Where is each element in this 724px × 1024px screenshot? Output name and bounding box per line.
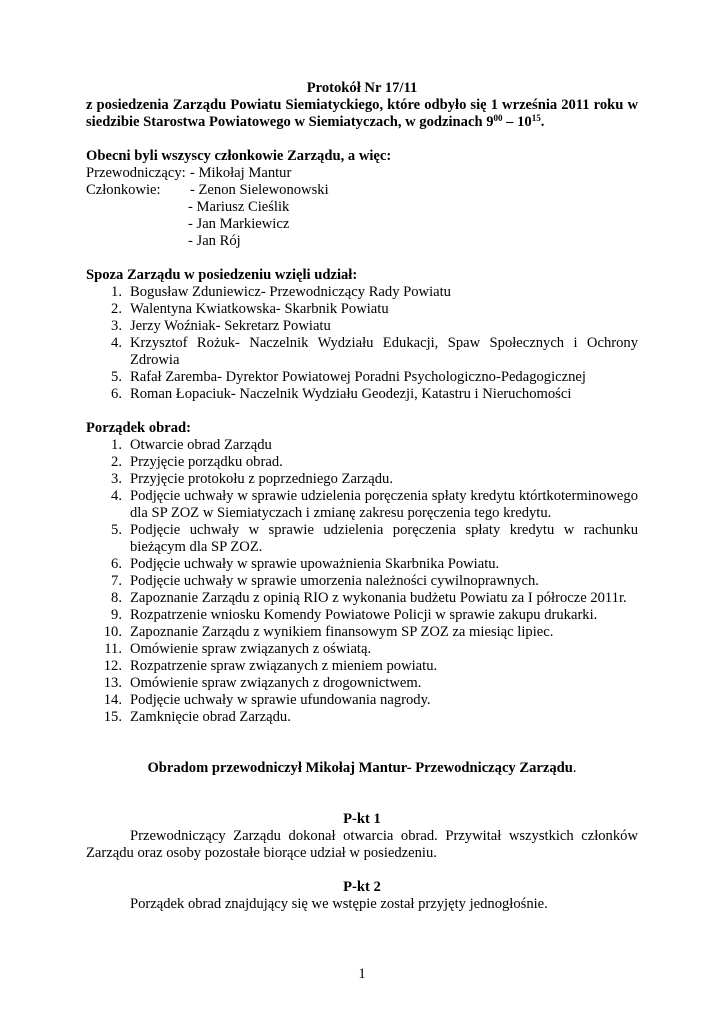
list-num: 2. xyxy=(111,301,122,317)
list-num: 14. xyxy=(103,692,122,708)
list-num: 13. xyxy=(103,675,122,691)
chaired-text: Obradom przewodniczył Mikołaj Mantur- Przewodniczący Zarządu xyxy=(147,760,573,776)
list-text: Podjęcie uchwały w sprawie umorzenia należności cywilnoprawnych. xyxy=(130,573,539,589)
list-text: Omówienie spraw związanych z oświatą. xyxy=(130,641,372,657)
members-list xyxy=(86,199,638,250)
list-item xyxy=(86,641,638,658)
agenda-heading: Porządek obrad: xyxy=(86,420,191,436)
list-item xyxy=(86,607,638,624)
guests-list xyxy=(86,284,638,403)
list-num: 4. xyxy=(111,488,122,504)
subtitle-sup-end: 15 xyxy=(531,113,541,123)
list-num: 2. xyxy=(111,454,122,470)
list-item xyxy=(86,709,638,726)
list-text: Podjęcie uchwały w sprawie udzielenia poręczenia spłaty kredytu w rachunku bieżącym dla SP ZOZ. xyxy=(130,522,638,555)
member-1: - Mariusz Cieślik xyxy=(188,199,290,215)
member-3: - Jan Rój xyxy=(188,233,241,249)
list-item xyxy=(86,522,638,556)
list-num: 8. xyxy=(111,590,122,606)
list-num: 9. xyxy=(111,607,122,623)
list-num: 15. xyxy=(103,709,122,725)
list-num: 1. xyxy=(111,284,122,300)
list-num: 4. xyxy=(111,335,122,351)
page-number: 1 xyxy=(358,966,366,982)
members-label: Członkowie: xyxy=(86,182,161,198)
member-2: - Jan Markiewicz xyxy=(188,216,290,232)
agenda-list xyxy=(86,437,638,726)
list-num: 3. xyxy=(111,318,122,334)
list-num: 5. xyxy=(111,522,122,538)
list-item xyxy=(86,335,638,369)
list-text: Zapoznanie Zarządu z opinią RIO z wykonania budżetu Powiatu za I półrocze 2011r. xyxy=(130,590,627,606)
subtitle-text: z posiedzenia Zarządu Powiatu Siemiatyckiego, które odbyło się 1 września 2011 roku w siedzibie Starostwa Powiatowego w Siemiatyczach, w godzinach 9 xyxy=(86,97,638,130)
list-text: Rafał Zaremba- Dyrektor Powiatowej Poradni Psychologiczno-Pedagogicznej xyxy=(130,369,586,385)
chaired-line xyxy=(86,760,638,777)
list-num: 11. xyxy=(104,641,122,657)
list-text: Walentyna Kwiatkowska- Skarbnik Powiatu xyxy=(130,301,389,317)
pkt2-heading: P-kt 2 xyxy=(343,879,381,895)
list-text: Jerzy Woźniak- Sekretarz Powiatu xyxy=(130,318,331,334)
list-item xyxy=(86,658,638,675)
list-text: Omówienie spraw związanych z drogownictwem. xyxy=(130,675,422,691)
list-item xyxy=(86,675,638,692)
list-num: 6. xyxy=(111,386,122,402)
list-item xyxy=(86,488,638,522)
document-page xyxy=(86,80,638,913)
list-text: Zamknięcie obrad Zarządu. xyxy=(130,709,291,725)
document-subtitle xyxy=(86,97,638,131)
subtitle-mid: – 10 xyxy=(502,114,532,130)
list-num: 6. xyxy=(111,556,122,572)
pkt1-heading: P-kt 1 xyxy=(343,811,381,827)
subtitle-sup-start: 00 xyxy=(493,113,503,123)
guests-heading: Spoza Zarządu w posiedzeniu wzięli udział: xyxy=(86,267,358,283)
list-text: Zapoznanie Zarządu z wynikiem finansowym SP ZOZ za miesiąc lipiec. xyxy=(130,624,554,640)
list-item xyxy=(86,556,638,573)
list-item xyxy=(86,454,638,471)
list-num: 1. xyxy=(111,437,122,453)
list-item xyxy=(86,301,638,318)
list-item xyxy=(86,692,638,709)
list-item xyxy=(86,437,638,454)
present-heading: Obecni byli wszyscy członkowie Zarządu, a więc: xyxy=(86,148,392,164)
list-text: Przyjęcie protokołu z poprzedniego Zarządu. xyxy=(130,471,393,487)
list-num: 12. xyxy=(103,658,122,674)
list-text: Podjęcie uchwały w sprawie upoważnienia Skarbnika Powiatu. xyxy=(130,556,500,572)
member-0: - Zenon Sielewonowski xyxy=(190,182,329,198)
chair-name: - Mikołaj Mantur xyxy=(190,165,292,181)
list-item xyxy=(86,573,638,590)
list-text: Krzysztof Rożuk- Naczelnik Wydziału Edukacji, Spaw Społecznych i Ochrony Zdrowia xyxy=(130,335,638,368)
list-num: 7. xyxy=(111,573,122,589)
pkt2-text: Porządek obrad znajdujący się we wstępie został przyjęty jednogłośnie. xyxy=(130,896,548,912)
list-num: 10. xyxy=(103,624,122,640)
list-num: 5. xyxy=(111,369,122,385)
document-title: Protokół Nr 17/11 xyxy=(306,80,418,96)
list-num: 3. xyxy=(111,471,122,487)
list-text: Podjęcie uchwały w sprawie ufundowania nagrody. xyxy=(130,692,431,708)
chair-row xyxy=(86,165,638,182)
list-item xyxy=(86,369,638,386)
list-item xyxy=(86,386,638,403)
list-item xyxy=(86,590,638,607)
list-text: Bogusław Zduniewicz- Przewodniczący Rady Powiatu xyxy=(130,284,451,300)
list-item xyxy=(86,318,638,335)
subtitle-end: . xyxy=(540,114,545,130)
list-item xyxy=(86,471,638,488)
list-text: Rozpatrzenie spraw związanych z mieniem powiatu. xyxy=(130,658,438,674)
list-item xyxy=(86,284,638,301)
list-text: Rozpatrzenie wniosku Komendy Powiatowe Policji w sprawie zakupu drukarki. xyxy=(130,607,598,623)
list-text: Przyjęcie porządku obrad. xyxy=(130,454,283,470)
chaired-tail: . xyxy=(572,760,577,776)
list-item xyxy=(86,624,638,641)
members-row xyxy=(86,182,638,199)
list-text: Podjęcie uchwały w sprawie udzielenia poręczenia spłaty kredytu którtkoterminowego dla SP ZOZ w Siemiatyczach i zmianę zakresu poręczenia tego kredytu. xyxy=(130,488,638,521)
list-text: Otwarcie obrad Zarządu xyxy=(130,437,272,453)
list-text: Roman Łopaciuk- Naczelnik Wydziału Geodezji, Katastru i Nieruchomości xyxy=(130,386,572,402)
pkt1-text: Przewodniczący Zarządu dokonał otwarcia obrad. Przywitał wszystkich członków Zarządu oraz osoby pozostałe biorące udział w posiedzeniu. xyxy=(86,828,638,861)
chair-label: Przewodniczący: xyxy=(86,165,186,181)
